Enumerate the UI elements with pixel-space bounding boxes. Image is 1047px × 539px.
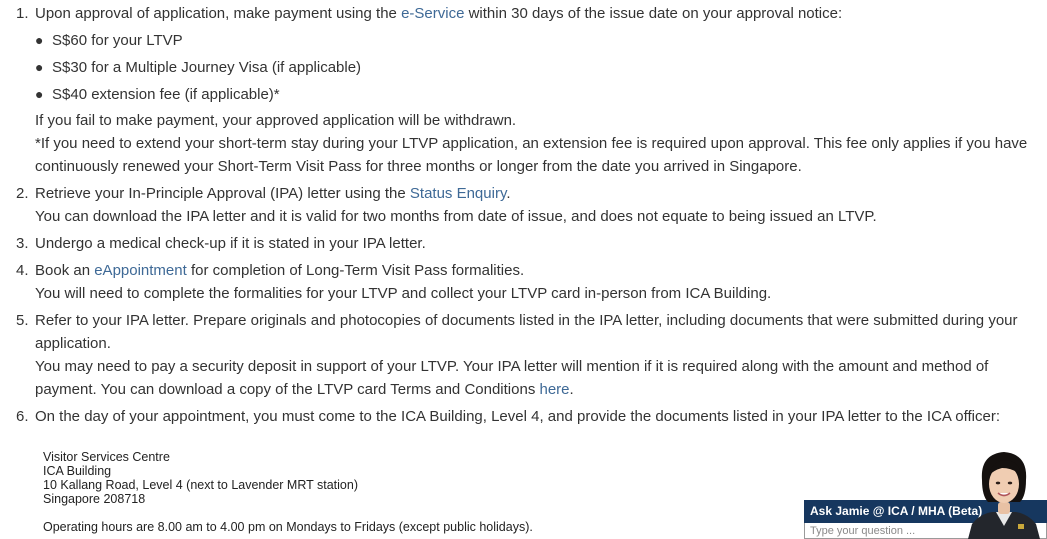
step-note: You can download the IPA letter and it is valid for two months from date of issue, and does not equate to being issued an LTVP. <box>35 208 877 225</box>
step-note: If you fail to make payment, your approved application will be withdrawn. <box>35 112 517 129</box>
bullet-icon: ● <box>35 32 44 48</box>
step-6 <box>0 405 1040 428</box>
terms-here-link[interactable]: here <box>539 381 570 398</box>
steps-list <box>0 2 1040 428</box>
step-note: You may need to pay a security deposit in support of your LTVP. Your IPA letter will mention if it is required along with the amount and method of payment. You can download a copy of the LTVP card Terms and Conditions here. <box>35 358 989 398</box>
fee-item: ● S$30 for a Multiple Journey Visa (if applicable) <box>52 54 1040 81</box>
avatar-illustration <box>966 446 1042 539</box>
step-text: Refer to your IPA letter. Prepare originals and photocopies of documents listed in the IPA letter, including documents that were submitted during your application. <box>35 312 1018 352</box>
step-note: *If you need to extend your short-term stay during your LTVP application, an extension fee is required upon approval. This fee only applies if you have continuously renewed your Short-Term Visit Pass for three months or longer from the date you arrived in Singapore. <box>35 135 1028 175</box>
address-block <box>43 450 358 506</box>
step-text: Book an eAppointment for completion of Long-Term Visit Pass formalities. <box>35 262 525 279</box>
step-text: Retrieve your In-Principle Approval (IPA) letter using the Status Enquiry. <box>35 185 511 202</box>
address-line: Visitor Services Centre <box>43 450 170 464</box>
step-5 <box>0 309 1040 401</box>
step-text: Upon approval of application, make payment using the e-Service within 30 days of the issue date on your approval notice: <box>35 5 843 22</box>
jamie-avatar-image[interactable] <box>966 446 1042 539</box>
bullet-icon: ● <box>35 59 44 75</box>
step-number: 1. <box>16 5 29 22</box>
status-enquiry-link[interactable]: Status Enquiry <box>409 185 507 202</box>
address-line: Singapore 208718 <box>43 492 146 506</box>
e-service-link[interactable]: e-Service <box>401 5 465 22</box>
step-note: You will need to complete the formalities for your LTVP and collect your LTVP card in-person from ICA Building. <box>35 285 772 302</box>
address-line: ICA Building <box>43 464 112 478</box>
step-1 <box>0 2 1040 178</box>
step-4 <box>0 259 1040 305</box>
eappointment-link[interactable]: eAppointment <box>94 262 187 279</box>
step-number: 2. <box>16 185 29 202</box>
step-2 <box>0 182 1040 228</box>
address-line: 10 Kallang Road, Level 4 (next to Lavender MRT station) <box>43 478 359 492</box>
operating-hours: Operating hours are 8.00 am to 4.00 pm on Mondays to Fridays (except public holidays). <box>43 520 533 534</box>
chat-title-bar[interactable]: Ask Jamie @ ICA / MHA (Beta) <box>804 500 1047 523</box>
fee-item: ● S$40 extension fee (if applicable)* <box>52 81 1040 108</box>
step-number: 3. <box>16 235 29 252</box>
step-number: 6. <box>16 408 29 425</box>
step-number: 5. <box>16 312 29 329</box>
fee-list <box>35 27 1040 108</box>
bullet-icon: ● <box>35 86 44 102</box>
step-number: 4. <box>16 262 29 279</box>
step-text: Undergo a medical check-up if it is stated in your IPA letter. <box>35 235 426 252</box>
fee-item: ● S$60 for your LTVP <box>52 27 1040 54</box>
step-3 <box>0 232 1040 255</box>
step-text: On the day of your appointment, you must come to the ICA Building, Level 4, and provide the documents listed in your IPA letter to the ICA officer: <box>35 408 1000 425</box>
